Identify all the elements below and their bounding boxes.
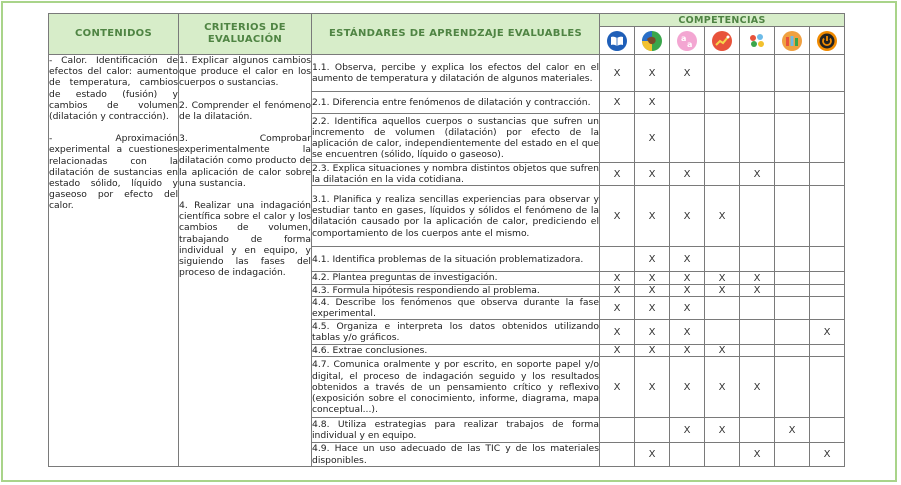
- standard-text: 3.1. Planifica y realiza sencillas experiencias para observar y estudiar tanto en gases, líquidos y sólidos el fenómeno de la dilatación causado por la aplicación de calor, prediciendo el comportamiento de los cuerpos ante el mismo.: [312, 186, 600, 247]
- competency-mark: X: [670, 296, 705, 319]
- competency-mark: [775, 92, 810, 114]
- competency-mark: X: [600, 186, 635, 247]
- competency-mark: [705, 92, 740, 114]
- competency-mark: [810, 296, 845, 319]
- competency-mark: [810, 345, 845, 357]
- competency-mark: X: [705, 284, 740, 296]
- competency-mark: [810, 55, 845, 92]
- standard-text: 2.3. Explica situaciones y nombra distintos objetos que sufren la dilatación en la vida cotidiana.: [312, 163, 599, 186]
- table-row: [49, 55, 845, 92]
- language-icon: [677, 31, 697, 51]
- competency-mark: X: [775, 418, 810, 443]
- growth-chart-icon: [712, 31, 732, 51]
- competency-mark: [740, 186, 775, 247]
- competency-mark: X: [670, 284, 705, 296]
- competency-mark: [740, 345, 775, 357]
- competency-mark: [740, 296, 775, 319]
- standard-text: 4.4. Describe los fenómenos que observa durante la fase experimental.: [312, 296, 599, 320]
- competency-mark: [600, 114, 635, 163]
- competency-mark: X: [705, 357, 740, 418]
- competency-mark: X: [705, 418, 740, 443]
- competency-mark: [670, 443, 705, 466]
- competency-mark: [775, 296, 810, 319]
- competency-mark: X: [635, 186, 670, 247]
- competency-mark: X: [810, 320, 845, 345]
- competency-mark: X: [670, 320, 705, 345]
- competency-mark: X: [670, 186, 705, 247]
- contenidos-cell: [49, 55, 179, 467]
- header-estandares: ESTÁNDARES DE APRENDZAJE EVALUABLES: [312, 14, 600, 55]
- competency-mark: X: [740, 284, 775, 296]
- competency-mark: X: [705, 186, 740, 247]
- standard-text: 4.1. Identifica problemas de la situación problematizadora.: [312, 247, 600, 272]
- competency-mark: [740, 114, 775, 163]
- competency-header-1: [600, 27, 635, 55]
- competency-mark: [775, 345, 810, 357]
- competency-header-3: [670, 27, 705, 55]
- competency-mark: X: [600, 296, 635, 319]
- competency-mark: X: [670, 345, 705, 357]
- competency-mark: X: [600, 320, 635, 345]
- standard-text: 4.8. Utiliza estrategias para realizar trabajos de forma individual y en equipo.: [312, 419, 599, 442]
- criterio-item: 3. Comprobar experimentalmente la dilatación como producto de la aplicación de calor sobre una sustancia.: [179, 133, 311, 189]
- competency-mark: [705, 114, 740, 163]
- criterio-item: 4. Realizar una indagación científica sobre el calor y los cambios de volumen, trabajando de forma individual y en equipo, y siguiendo las fases del proceso de indagación.: [179, 200, 311, 279]
- competency-mark: X: [600, 163, 635, 186]
- competency-mark: [740, 92, 775, 114]
- standard-text: 4.7. Comunica oralmente y por escrito, en soporte papel y/o digital, el proceso de indagación seguido y los resultados obtenidos a través de un pensamiento crítico y reflexivo (exposición sobre el conocimiento, informe, diagrama, mapa conceptual...).: [312, 357, 600, 418]
- evaluation-table: [48, 13, 845, 467]
- globe-icon: [642, 31, 662, 51]
- competency-mark: X: [810, 443, 845, 466]
- criterio-item: 2. Comprender el fenómeno de la dilatación.: [179, 99, 311, 122]
- book-icon: [607, 31, 627, 51]
- competency-mark: [740, 247, 775, 272]
- competency-mark: X: [635, 163, 670, 186]
- competency-header-7: [810, 27, 845, 55]
- competency-mark: [600, 247, 635, 272]
- competency-mark: X: [600, 345, 635, 357]
- competency-mark: [810, 247, 845, 272]
- header-competencias: COMPETENCIAS: [600, 14, 845, 27]
- competency-mark: [810, 114, 845, 163]
- competency-mark: [775, 186, 810, 247]
- competency-mark: X: [635, 284, 670, 296]
- competency-mark: [670, 114, 705, 163]
- competency-mark: [705, 320, 740, 345]
- competency-mark: [775, 272, 810, 284]
- competency-mark: X: [635, 443, 670, 466]
- competency-mark: [670, 92, 705, 114]
- competency-mark: [740, 320, 775, 345]
- competency-mark: [600, 418, 635, 443]
- competency-mark: [775, 114, 810, 163]
- competency-mark: [810, 418, 845, 443]
- competency-mark: X: [635, 296, 670, 319]
- competency-mark: [740, 55, 775, 92]
- competency-mark: [810, 92, 845, 114]
- competency-mark: [705, 443, 740, 466]
- competency-mark: X: [740, 357, 775, 418]
- competency-mark: X: [600, 272, 635, 284]
- contenido-item: - Calor. Identificación de efectos del calor: aumento de temperatura, cambios de estado (fusión) y cambios de volumen (dilatación y contracción).: [49, 55, 178, 123]
- competency-mark: X: [670, 163, 705, 186]
- competency-mark: X: [635, 55, 670, 92]
- competency-mark: X: [740, 272, 775, 284]
- competency-mark: [705, 55, 740, 92]
- competency-mark: [775, 443, 810, 466]
- competency-mark: X: [670, 272, 705, 284]
- competency-header-5: [740, 27, 775, 55]
- competency-mark: [705, 163, 740, 186]
- competency-mark: X: [705, 272, 740, 284]
- standard-text: 1.1. Observa, percibe y explica los efectos del calor en el aumento de temperatura y dilatación de algunos materiales.: [312, 55, 600, 92]
- competency-mark: X: [670, 55, 705, 92]
- competency-mark: X: [600, 357, 635, 418]
- competency-mark: X: [635, 272, 670, 284]
- competency-mark: [810, 272, 845, 284]
- competency-mark: [775, 284, 810, 296]
- standard-text: 4.5. Organiza e interpreta los datos obtenidos utilizando tablas y/o gráficos.: [312, 321, 599, 344]
- competency-mark: X: [635, 114, 670, 163]
- svg-text:a: a: [681, 33, 687, 43]
- competency-mark: X: [670, 418, 705, 443]
- competency-header-4: [705, 27, 740, 55]
- standard-text: 4.2. Plantea preguntas de investigación.: [312, 272, 600, 284]
- competency-mark: [810, 186, 845, 247]
- criterio-item: 1. Explicar algunos cambios que produce el calor en los cuerpos o sustancias.: [179, 55, 311, 89]
- header-contenidos: CONTENIDOS: [49, 14, 179, 55]
- competency-mark: X: [670, 357, 705, 418]
- contenido-item: - Aproximación experimental a cuestiones relacionadas con la dilatación de sustancias en estado sólido, líquido y gaseoso por efecto del calor.: [49, 133, 178, 212]
- puzzle-icon: [747, 31, 767, 51]
- competency-mark: [705, 296, 740, 319]
- competency-mark: X: [740, 443, 775, 466]
- criterios-cell: [179, 55, 312, 467]
- competency-mark: [775, 55, 810, 92]
- header-criterios: CRITERIOS DE EVALUACIÓN: [179, 14, 312, 55]
- competency-mark: X: [600, 92, 635, 114]
- competency-mark: [775, 163, 810, 186]
- standard-text: 4.9. Hace un uso adecuado de las TIC y de los materiales disponibles.: [312, 443, 599, 466]
- competency-mark: [810, 357, 845, 418]
- competency-mark: [635, 418, 670, 443]
- standard-text: 2.1. Diferencia entre fenómenos de dilatación y contracción.: [312, 92, 600, 114]
- competency-mark: X: [635, 92, 670, 114]
- competency-mark: [775, 357, 810, 418]
- competency-mark: X: [670, 247, 705, 272]
- competency-mark: [810, 163, 845, 186]
- standard-text: 4.6. Extrae conclusiones.: [312, 345, 600, 357]
- competency-mark: X: [740, 163, 775, 186]
- competency-mark: X: [635, 357, 670, 418]
- power-icon: [817, 31, 837, 51]
- competency-mark: X: [635, 247, 670, 272]
- standard-text: 2.2. Identifica aquellos cuerpos o sustancias que sufren un incremento de volumen (dilatación) por efecto de la aplicación de calor, independientemente del estado en el que se encuentren (sólido, líquido o gaseoso).: [312, 114, 600, 163]
- people-icon: [782, 31, 802, 51]
- competency-mark: [810, 284, 845, 296]
- competency-mark: X: [705, 345, 740, 357]
- competency-mark: [775, 247, 810, 272]
- competency-header-6: [775, 27, 810, 55]
- competency-mark: [740, 418, 775, 443]
- competency-mark: [705, 247, 740, 272]
- competency-mark: [600, 443, 635, 466]
- competency-mark: X: [600, 55, 635, 92]
- competency-mark: X: [635, 320, 670, 345]
- competency-mark: X: [600, 284, 635, 296]
- standard-text: 4.3. Formula hipótesis respondiendo al problema.: [312, 284, 600, 296]
- competency-mark: X: [635, 345, 670, 357]
- svg-text:a: a: [687, 39, 693, 49]
- competency-mark: [775, 320, 810, 345]
- competency-header-2: [635, 27, 670, 55]
